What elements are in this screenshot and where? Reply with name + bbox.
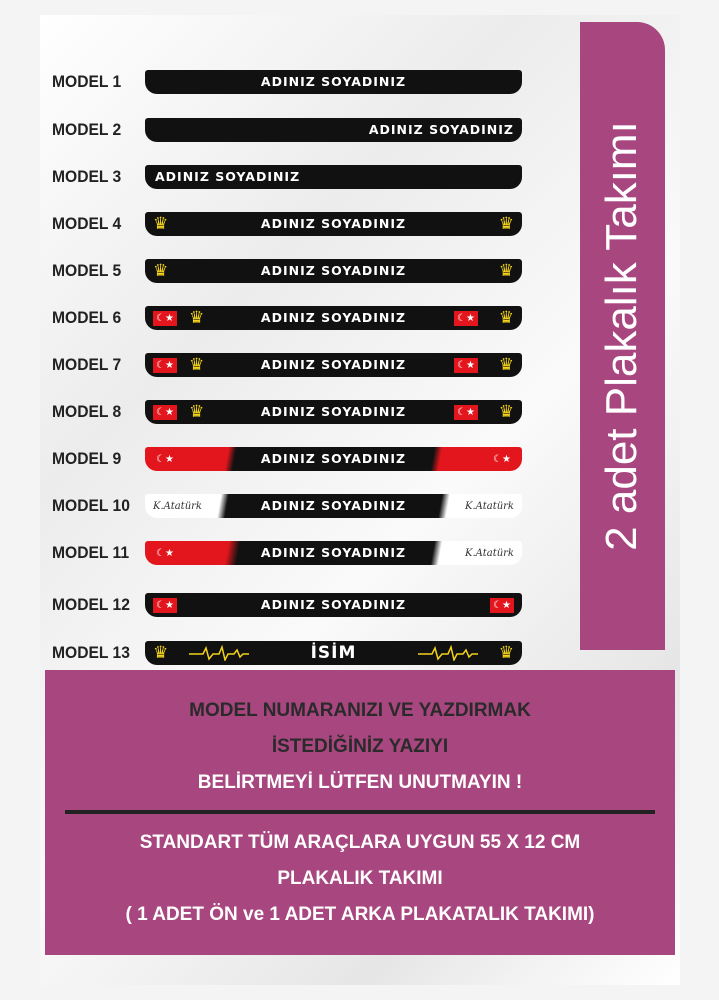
strip-text: ADINIZ SOYADINIZ: [260, 310, 407, 325]
strip-text: ADINIZ SOYADINIZ: [260, 74, 407, 89]
model-label: MODEL 9: [52, 449, 122, 468]
crown-icon: ♛: [498, 308, 514, 328]
crown-icon: ♛: [153, 643, 169, 663]
model-label: MODEL 4: [52, 214, 122, 233]
strip-text: ADINIZ SOYADINIZ: [260, 498, 407, 513]
name-strip: [145, 494, 522, 518]
strip-text: ADINIZ SOYADINIZ: [260, 545, 407, 560]
turkish-flag-icon: [454, 355, 478, 375]
model-label: MODEL 6: [52, 308, 122, 327]
crown-icon: ♛: [153, 214, 169, 234]
model-label: MODEL 10: [52, 496, 130, 515]
flag-shape: ☾★: [153, 358, 177, 373]
model-label: MODEL 2: [52, 120, 122, 139]
signature-icon: K.Atatürk: [153, 500, 202, 512]
flag-shape: ☾★: [454, 358, 478, 373]
crown-icon: ♛: [153, 261, 169, 281]
signature-icon: K.Atatürk: [465, 547, 514, 559]
name-strip: [145, 306, 522, 330]
strip-text: ADINIZ SOYADINIZ: [260, 597, 407, 612]
turkish-flag-icon: [490, 449, 514, 469]
strip-text: ADINIZ SOYADINIZ: [260, 451, 407, 466]
flag-shape: ☾★: [454, 405, 478, 420]
turkish-flag-icon: [153, 595, 177, 615]
name-strip: [145, 353, 522, 377]
name-strip: [145, 70, 522, 94]
name-strip: [145, 165, 522, 189]
notice-line-6: ( 1 ADET ÖN ve 1 ADET ARKA PLAKATALIK TAKIMI): [125, 904, 595, 925]
turkish-flag-icon: [153, 308, 177, 328]
strip-text: ADINIZ SOYADINIZ: [260, 263, 407, 278]
heartbeat-icon: [418, 643, 478, 663]
crown-icon: ♛: [498, 214, 514, 234]
strip-text: ADINIZ SOYADINIZ: [155, 169, 301, 184]
notice-panel: [45, 670, 675, 955]
flag-shape: ☾★: [490, 598, 514, 613]
notice-line-1: MODEL NUMARANIZI VE YAZDIRMAK: [189, 700, 531, 721]
name-strip: [145, 400, 522, 424]
name-strip: [145, 593, 522, 617]
turkish-flag-icon: [454, 308, 478, 328]
flag-shape: ☾★: [153, 405, 177, 420]
flag-shape: ☾★: [153, 546, 177, 561]
name-strip: [145, 641, 522, 665]
flag-shape: ☾★: [153, 311, 177, 326]
turkish-flag-icon: [490, 595, 514, 615]
turkish-flag-icon: [454, 402, 478, 422]
notice-line-2: İSTEDİĞİNİZ YAZIYI: [271, 736, 449, 757]
model-label: MODEL 1: [52, 72, 122, 91]
model-label: MODEL 13: [52, 643, 130, 662]
strip-text: ADINIZ SOYADINIZ: [368, 122, 514, 137]
turkish-flag-icon: [153, 402, 177, 422]
name-strip: [145, 259, 522, 283]
model-label: MODEL 7: [52, 355, 122, 374]
crown-icon: ♛: [498, 643, 514, 663]
strip-text: ADINIZ SOYADINIZ: [260, 404, 407, 419]
crown-icon: ♛: [189, 402, 205, 422]
model-label: MODEL 3: [52, 167, 122, 186]
crown-icon: ♛: [498, 402, 514, 422]
notice-line-3: BELİRTMEYİ LÜTFEN UNUTMAYIN !: [197, 772, 523, 793]
model-label: MODEL 11: [52, 543, 130, 562]
turkish-flag-icon: [153, 449, 177, 469]
name-strip: [145, 118, 522, 142]
turkish-flag-icon: [153, 543, 177, 563]
crown-icon: ♛: [498, 355, 514, 375]
notice-line-5: PLAKALIK TAKIMI: [277, 868, 443, 889]
name-strip: [145, 447, 522, 471]
flag-shape: ☾★: [490, 452, 514, 467]
crown-icon: ♛: [189, 308, 205, 328]
flag-shape: ☾★: [153, 452, 177, 467]
vertical-title: 2 adet Plakalık Takımı: [597, 121, 646, 551]
strip-text: İSİM: [310, 643, 357, 663]
signature-icon: K.Atatürk: [465, 500, 514, 512]
model-label: MODEL 12: [52, 595, 130, 614]
name-strip: [145, 541, 522, 565]
notice-line-4: STANDART TÜM ARAÇLARA UYGUN 55 X 12 CM: [139, 832, 581, 853]
flag-shape: ☾★: [454, 311, 478, 326]
model-label: MODEL 8: [52, 402, 122, 421]
flag-shape: ☾★: [153, 598, 177, 613]
strip-text: ADINIZ SOYADINIZ: [260, 216, 407, 231]
heartbeat-icon: [189, 643, 249, 663]
turkish-flag-icon: [153, 355, 177, 375]
divider: [65, 810, 655, 814]
crown-icon: ♛: [189, 355, 205, 375]
crown-icon: ♛: [498, 261, 514, 281]
name-strip: [145, 212, 522, 236]
model-label: MODEL 5: [52, 261, 122, 280]
strip-text: ADINIZ SOYADINIZ: [260, 357, 407, 372]
